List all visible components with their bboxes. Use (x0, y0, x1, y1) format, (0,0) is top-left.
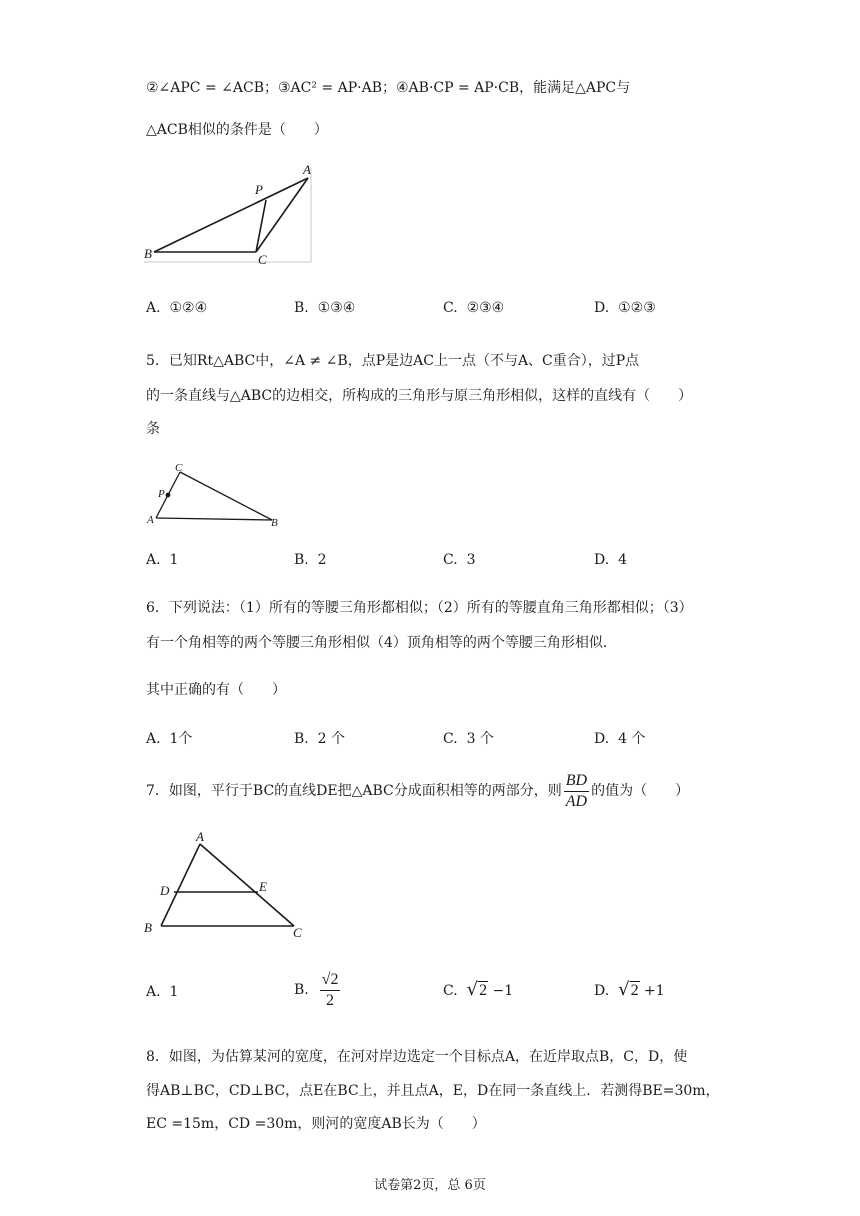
q4-option-c[interactable]: C. ②③④ (443, 300, 505, 316)
q5-option-a[interactable]: A. 1 (146, 552, 179, 568)
q7-label-a: A (196, 829, 204, 844)
q6-option-c[interactable]: C. 3 个 (443, 731, 494, 747)
q7-option-d[interactable]: D. √2 +1 (594, 979, 665, 1000)
q4-figure (140, 160, 320, 268)
q5-figure (140, 458, 290, 530)
q5-option-b[interactable]: B. 2 (294, 552, 327, 568)
q6-option-b[interactable]: B. 2 个 (294, 731, 346, 747)
q5-label-b: B (271, 517, 278, 529)
q7-option-a[interactable]: A. 1 (146, 984, 179, 1000)
q6-option-a[interactable]: A. 1个 (146, 731, 193, 747)
q4-label-b: B (144, 246, 152, 261)
q6-text-line2: 有一个角相等的两个等腰三角形相似（4）顶角相等的两个等腰三角形相似. (146, 635, 608, 651)
q6-text-line1: 6．下列说法：（1）所有的等腰三角形都相似；（2）所有的等腰直角三角形都相似；（3） (146, 600, 693, 616)
q7-option-b[interactable]: B. $\frac{√2}{2}$ (294, 970, 339, 1009)
q7-label-b: B (144, 920, 152, 935)
q7-option-c-radicand: 2 (479, 982, 488, 999)
q6-option-d[interactable]: D. 4 个 (594, 731, 646, 747)
q7-text (146, 766, 689, 816)
q4-text-line1: ②∠APC = ∠ACB；③AC² = AP·AB；④AB·CP = AP·CB，能满足△APC与 (146, 80, 631, 96)
q8-text-line3: EC =15m，CD =30m，则河的宽度AB长为（ ） (146, 1116, 486, 1132)
q7-option-b-den: 2 (326, 991, 335, 1009)
q7-fraction-den: AD (565, 792, 588, 810)
q7-label-e: E (259, 879, 267, 894)
q5-label-a: A (147, 514, 154, 526)
q8-text-line2: 得AB⊥BC，CD⊥BC，点E在BC上，并且点A，E，D在同一条直线上．若测得BE=30m， (146, 1083, 720, 1099)
q4-label-a: A (303, 162, 311, 177)
q7-option-b-num: √2 (320, 970, 341, 991)
q5-text-line3: 条 (146, 421, 160, 437)
q7-option-c-rest: −1 (488, 983, 514, 999)
q4-text-line2: △ACB相似的条件是（ ） (146, 122, 328, 138)
q7-figure (140, 828, 310, 940)
page-footer: 试卷第2页，总 6页 (374, 1178, 486, 1193)
q5-text-line2: 的一条直线与△ABC的边相交，所构成的三角形与原三角形相似，这样的直线有（ ） (146, 388, 693, 404)
q8-text-line1: 8．如图，为估算某河的宽度，在河对岸边选定一个目标点A，在近岸取点B，C，D，使 (146, 1049, 688, 1065)
q7-label-d: D (160, 883, 170, 898)
q4-option-d[interactable]: D. ①②③ (594, 300, 656, 316)
q7-suffix: 的值为（ ） (591, 783, 690, 799)
q4-label-p: P (255, 182, 263, 197)
q4-option-a[interactable]: A. ①②④ (146, 300, 208, 316)
q5-option-c[interactable]: C. 3 (443, 552, 476, 568)
q5-text-line1: 5．已知Rt△ABC中，∠A ≠ ∠B，点P是边AC上一点（不与A、C重合），过P点 (146, 353, 640, 369)
q7-fraction (564, 771, 589, 812)
q7-option-d-rest: +1 (639, 983, 665, 999)
q5-label-p: P (158, 488, 165, 500)
q7-fraction-num: BD (564, 771, 589, 792)
q4-label-c: C (258, 252, 267, 267)
q5-label-c: C (175, 462, 183, 474)
q6-text-line3: 其中正确的有（ ） (146, 682, 286, 698)
q7-prefix: 7．如图，平行于BC的直线DE把△ABC分成面积相等的两部分，则 (146, 783, 562, 799)
q7-option-c[interactable]: C. √2 −1 (443, 979, 514, 1000)
q7-label-c: C (293, 925, 302, 940)
q5-option-d[interactable]: D. 4 (594, 552, 628, 568)
q7-option-d-radicand: 2 (630, 982, 639, 999)
q4-option-b[interactable]: B. ①③④ (294, 300, 356, 316)
